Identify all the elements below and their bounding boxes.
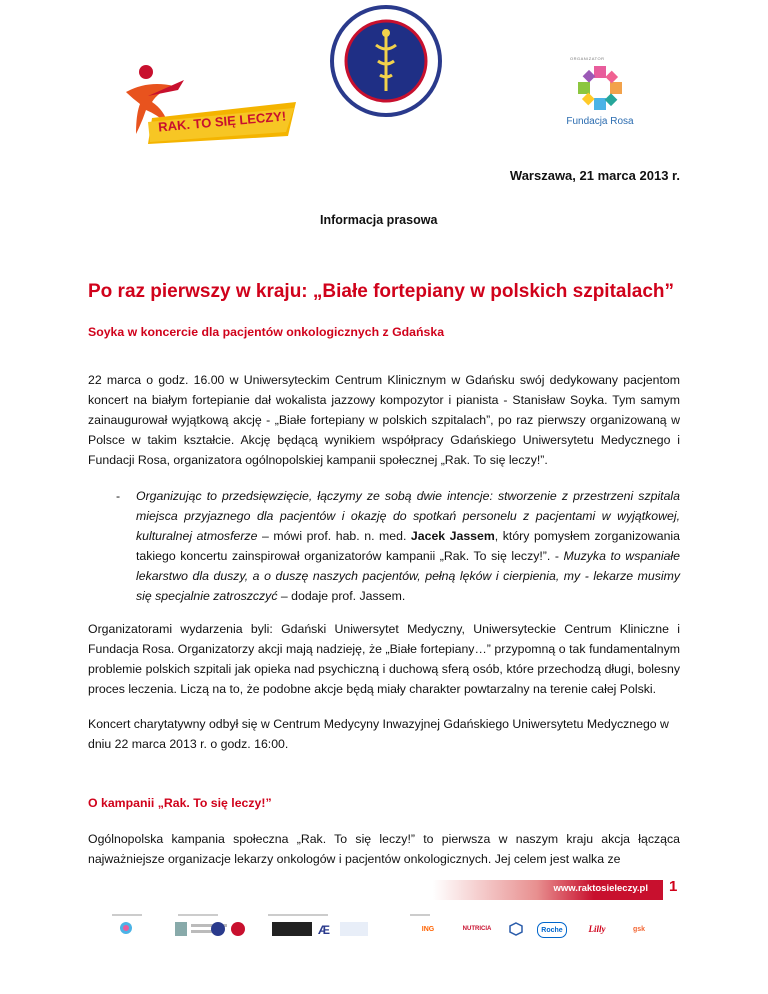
footer-label-line: [112, 914, 142, 916]
quote-part-5: – dodaje prof. Jassem.: [277, 589, 406, 603]
sponsor-lilly: Lilly: [588, 924, 606, 934]
paragraph-campaign: Ogólnopolska kampania społeczna „Rak. To się leczy!” to pierwsza w naszym kraju akcja łącząca najważniejsze organizacje lekarzy onkologów i pacjentów onkologicznych. Jej celem jest walka ze: [88, 832, 680, 866]
sponsor-gsk: gsk: [632, 925, 646, 933]
document-date: Warszawa, 21 marca 2013 r.: [509, 168, 680, 183]
quote-part-2: – mówi prof. hab. n. med.: [257, 529, 411, 543]
rak-figure-icon: [118, 62, 308, 152]
quote-part-3: , który pomysłem zorganizowania takiego koncertu zainspirował organizatorów kampanii „Rak. To się leczy!”. -: [136, 529, 680, 563]
footer-label-line: [268, 914, 328, 916]
paragraph-intro: 22 marca o godz. 16.00 w Uniwersyteckim Centrum Klinicznym w Gdańsku swój dedykowany pacjentom koncert na białym fortepianie dał wokalista jazzowy kompozytor i pianista - Stanisław Soyka. Tym samym zainaugurował wyjątkową akcję - „Białe fortepiany w polskich szpitalach”, po raz pierwszy organizowaną w Polsce w takim kształcie. Akcję będącą wynikiem współpracy Gdańskiego Uniwersytetu Medycznego i Fundacji Rosa, organizatora ogólnopolskiej kampanii społecznej „Rak. To się leczy!”.: [88, 373, 680, 467]
subheadline: Soyka w koncercie dla pacjentów onkologicznych z Gdańska: [88, 325, 445, 339]
paragraph-concert: Koncert charytatywny odbył się w Centrum Medycyny Inwazyjnej Gdańskiego Uniwersytetu Medycznego w dniu 22 marca 2013 r. o godz. 16:00.: [88, 717, 669, 751]
quote-block: [136, 486, 680, 606]
quote-dash: -: [116, 489, 121, 503]
quote-part-4: Muzyka to wspaniałe lekarstwo dla duszy, a o duszę naszych pacjentów, pełną lęków i cierpienia, my - lekarze musimy się specjalnie zatroszczyć: [136, 549, 680, 603]
gumed-seal-logo: [330, 5, 442, 117]
partner-logo-music: [272, 922, 312, 936]
partner-logo-media: [340, 922, 368, 936]
organizer-label: ORGANIZATOR: [570, 56, 605, 61]
quote-part-1: Organizując to przedsięwzięcie, łączymy ze sobą dwie intencje: stworzenie z przestrzeni szpitala miejsca przyjaznego dla pacjentów i okazję do spotkań personelu z pacjentami w wyjątkowej, kulturalnej atmosferze: [136, 489, 680, 543]
sponsor-ing: ING: [421, 925, 435, 933]
paragraph-organizers: Organizatorami wydarzenia byli: Gdański Uniwersytet Medyczny, Uniwersyteckie Centrum Kliniczne i Fundacja Rosa. Organizatorzy akcji mają nadzieję, że „Białe fortepiany…” przypomną o tak fundamentalnym problemie polskich szpitali jak opieka nad psychiczną i duchową sferą osób, które przechodzą długi, bolesny proces leczenia. Liczą na to, że podobne akcje będą miały charakter powtarzalny na terenie całej Polski.: [88, 622, 680, 696]
sponsor-nutricia: NUTRICIA: [462, 926, 492, 932]
footer-label-line: [410, 914, 430, 916]
page-number: 1: [669, 878, 678, 895]
partner-logo-rosa: [112, 920, 140, 938]
campaign-section-title: O kampanii „Rak. To się leczy!”: [88, 796, 272, 810]
footer-url-link[interactable]: www.raktosieleczy.pl: [553, 883, 648, 894]
press-label: Informacja prasowa: [320, 213, 438, 227]
headline: Po raz pierwszy w kraju: „Białe fortepiany w polskich szpitalach”: [88, 281, 675, 302]
partner-logo-ae: [318, 920, 332, 938]
sponsor-hexagon-icon: [508, 922, 524, 936]
fundacja-rosa-logo: [560, 62, 640, 132]
svg-text:Æ: Æ: [318, 923, 330, 937]
fundacja-rosa-name: Fundacja Rosa: [566, 116, 634, 127]
rak-campaign-logo: [118, 62, 308, 152]
rak-logo-text: RAK. TO SIĘ LECZY!: [157, 108, 287, 135]
sponsor-roche: Roche: [537, 922, 567, 938]
partner-logo-seals: [210, 920, 250, 938]
quote-name: Jacek Jassem: [410, 529, 495, 543]
footer-label-line: [178, 914, 218, 916]
